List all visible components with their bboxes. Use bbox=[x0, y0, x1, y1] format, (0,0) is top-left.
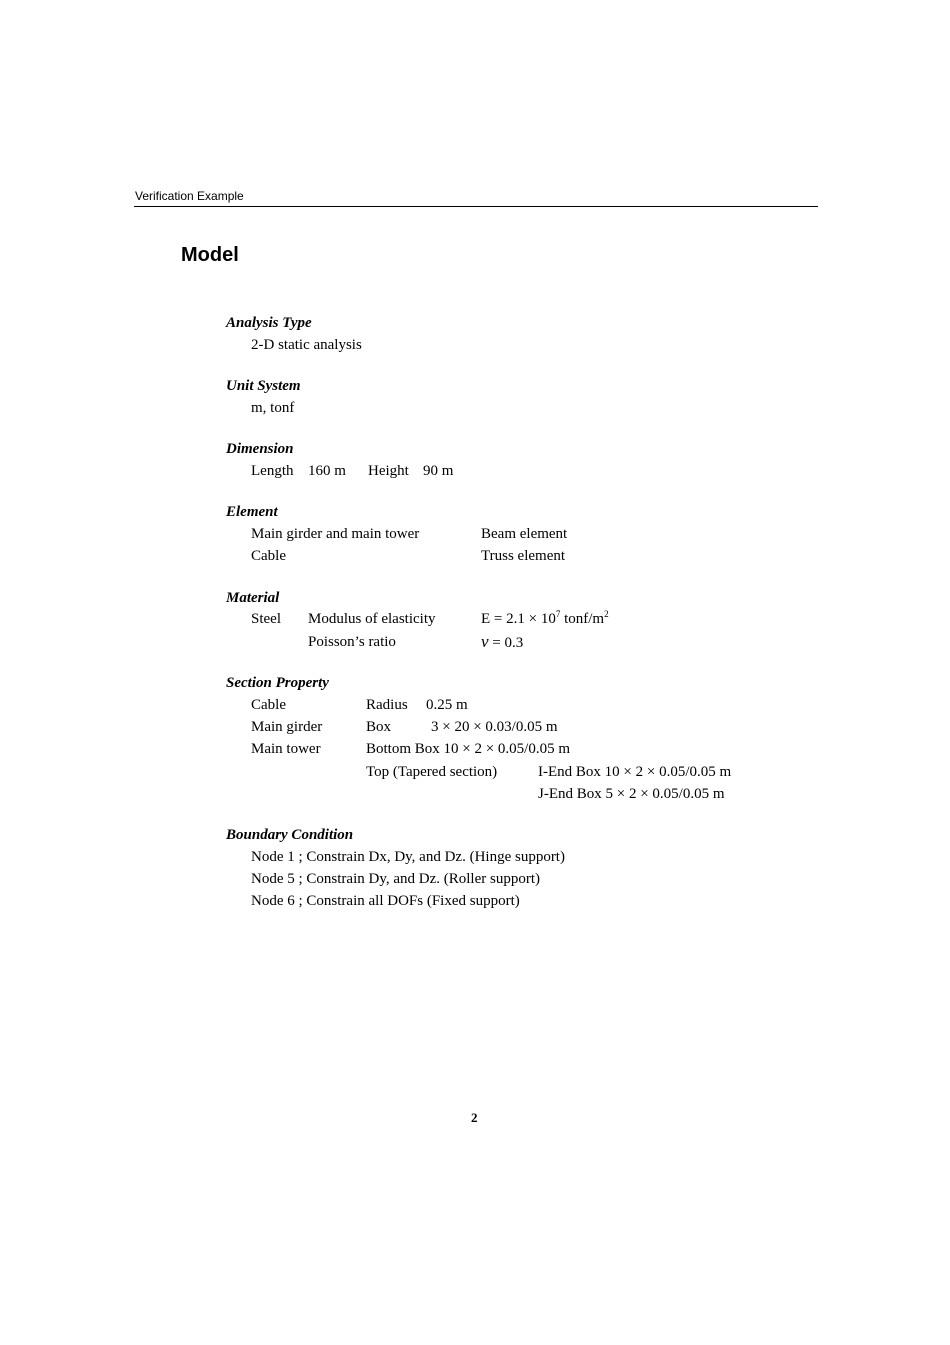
analysis-type-value: 2-D static analysis bbox=[251, 337, 362, 353]
cable-section-type: Radius bbox=[366, 697, 408, 713]
element-row-type: Truss element bbox=[481, 548, 566, 564]
elasticity-prefix: E = 2.1 × 10 bbox=[481, 611, 556, 627]
tower-i-end-section: I-End Box 10 × 2 × 0.05/0.05 m bbox=[538, 764, 732, 780]
running-header: Verification Example bbox=[135, 189, 244, 203]
elasticity-value bbox=[481, 610, 609, 628]
analysis-type-heading: Analysis Type bbox=[226, 315, 312, 331]
poisson-number: = 0.3 bbox=[488, 635, 524, 651]
length-label: Length bbox=[251, 463, 294, 479]
element-row-name: Main girder and main tower bbox=[251, 526, 420, 542]
cable-label: Cable bbox=[251, 697, 286, 713]
material-name: Steel bbox=[251, 611, 281, 627]
height-label: Height bbox=[368, 463, 409, 479]
poisson-label: Poisson’s ratio bbox=[308, 634, 396, 650]
girder-section-value: 3 × 20 × 0.03/0.05 m bbox=[431, 719, 558, 735]
elasticity-label: Modulus of elasticity bbox=[308, 611, 436, 627]
boundary-row: Node 6 ; Constrain all DOFs (Fixed support) bbox=[251, 893, 520, 909]
element-row-name: Cable bbox=[251, 548, 286, 564]
element-heading: Element bbox=[226, 504, 278, 520]
boundary-row: Node 5 ; Constrain Dy, and Dz. (Roller support) bbox=[251, 871, 540, 887]
tower-label: Main tower bbox=[251, 741, 321, 757]
nu-symbol: ν bbox=[481, 632, 489, 651]
unit-system-heading: Unit System bbox=[226, 378, 301, 394]
section-property-heading: Section Property bbox=[226, 675, 329, 691]
length-value: 160 m bbox=[308, 463, 346, 479]
material-heading: Material bbox=[226, 590, 280, 606]
cable-section-value: 0.25 m bbox=[426, 697, 468, 713]
element-row-type: Beam element bbox=[481, 526, 568, 542]
page-title: Model bbox=[181, 244, 239, 266]
tower-top-label: Top (Tapered section) bbox=[366, 764, 498, 780]
girder-section-type: Box bbox=[366, 719, 392, 735]
girder-label: Main girder bbox=[251, 719, 323, 735]
boundary-condition-heading: Boundary Condition bbox=[226, 827, 354, 843]
tower-j-end-section: J-End Box 5 × 2 × 0.05/0.05 m bbox=[538, 786, 725, 802]
elasticity-unit-exponent: 2 bbox=[604, 609, 609, 619]
page-number: 2 bbox=[471, 1110, 478, 1125]
poisson-value bbox=[481, 633, 523, 652]
elasticity-exponent: 7 bbox=[555, 609, 561, 619]
elasticity-unit: tonf/m bbox=[560, 611, 605, 627]
tower-bottom-section: Bottom Box 10 × 2 × 0.05/0.05 m bbox=[366, 741, 571, 757]
height-value: 90 m bbox=[423, 463, 454, 479]
dimension-heading: Dimension bbox=[226, 441, 294, 457]
boundary-row: Node 1 ; Constrain Dx, Dy, and Dz. (Hinge support) bbox=[251, 849, 565, 865]
header-rule bbox=[134, 206, 818, 207]
unit-system-value: m, tonf bbox=[251, 400, 295, 416]
